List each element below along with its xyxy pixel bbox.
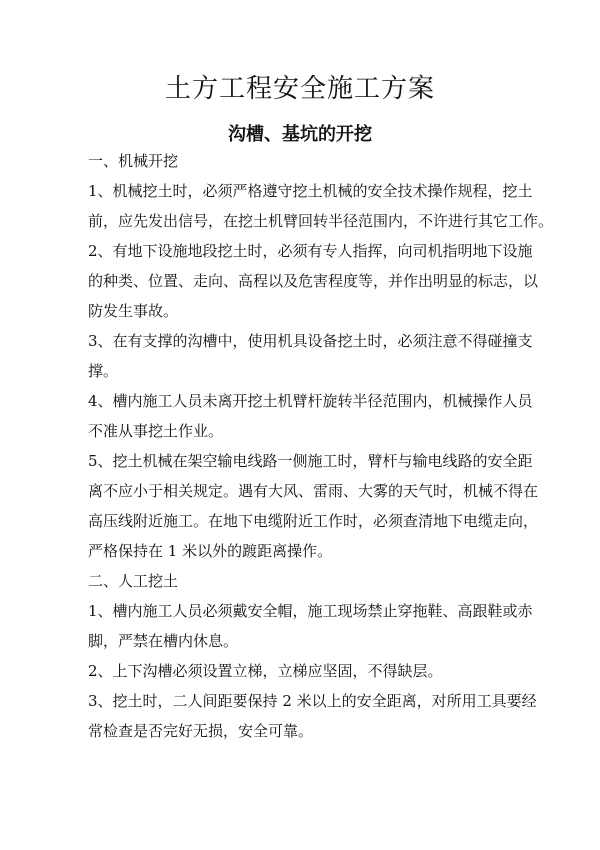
paragraph-line: 5、挖土机械在架空输电线路一侧施工时，臂杆与输电线路的安全距 — [88, 452, 533, 470]
paragraph-line: 的种类、位置、走向、高程以及危害程度等，并作出明显的标志，以 — [88, 272, 539, 290]
paragraph-line: 常检查是否完好无损，安全可靠。 — [88, 722, 314, 740]
paragraph-line: 3、在有支撑的沟槽中，使用机具设备挖土时，必须注意不得碰撞支 — [88, 332, 533, 350]
paragraph-line: 2、上下沟槽必须设置立梯，立梯应坚固，不得缺层。 — [88, 662, 443, 680]
paragraph-line: 脚，严禁在槽内休息。 — [88, 632, 239, 650]
paragraph-line: 1、机械挖土时，必须严格遵守挖土机械的安全技术操作规程，挖土 — [88, 182, 533, 200]
heading-manual-excavation: 二、人工挖土 — [88, 572, 179, 590]
paragraph-line: 1、槽内施工人员必须戴安全帽，施工现场禁止穿拖鞋、高跟鞋或赤 — [88, 602, 533, 620]
paragraph-line: 严格保持在 1 米以外的踱距离操作。 — [88, 542, 333, 560]
paragraph-line: 高压线附近施工。在地下电缆附近工作时，必须查清地下电缆走向， — [88, 512, 539, 530]
paragraph-line: 4、槽内施工人员未离开挖土机臂杆旋转半径范围内，机械操作人员 — [88, 392, 533, 410]
document-title: 土方工程安全施工方案 — [164, 74, 435, 104]
heading-mechanical-excavation: 一、机械开挖 — [88, 152, 179, 170]
paragraph-line: 撑。 — [88, 362, 119, 380]
section-title: 沟槽、基坑的开挖 — [228, 124, 372, 145]
paragraph-line: 防发生事故。 — [88, 302, 179, 320]
paragraph-line: 2、有地下设施地段挖土时，必须有专人指挥，向司机指明地下设施 — [88, 242, 533, 260]
paragraph-line: 离不应小于相关规定。遇有大风、雷雨、大雾的天气时，机械不得在 — [88, 482, 539, 500]
paragraph-line: 前，应先发出信号，在挖土机臂回转半径范围内，不许进行其它工作。 — [88, 212, 554, 230]
paragraph-line: 不准从事挖土作业。 — [88, 422, 224, 440]
document-body — [88, 146, 554, 746]
paragraph-line: 3、挖土时，二人间距要保持 2 米以上的安全距离，对所用工具要经 — [88, 692, 537, 710]
